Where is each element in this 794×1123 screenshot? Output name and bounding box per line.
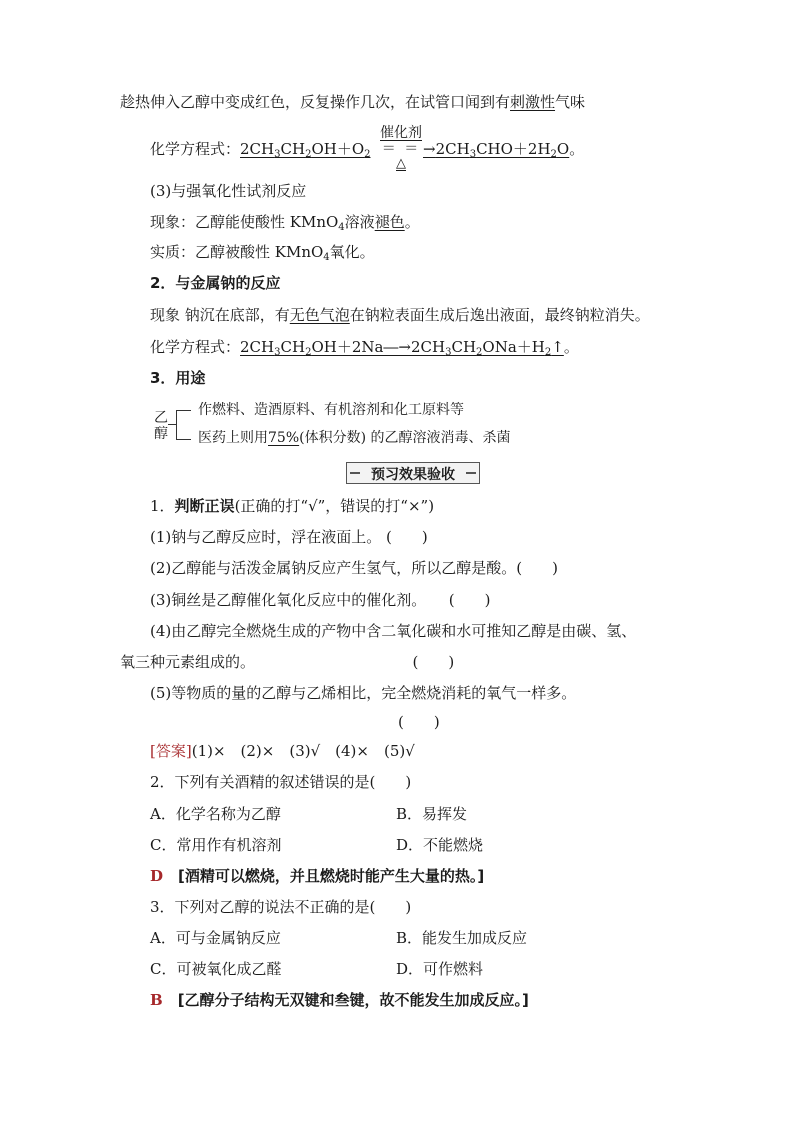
question-stem: 3．下列对乙醇的说法不正确的是( ): [150, 898, 412, 916]
text-line: 趁热伸入乙醇中变成红色，反复操作几次，在试管口闻到有刺激性气味: [120, 93, 586, 111]
list-item: ( ): [398, 713, 440, 731]
list-item: (5)等物质的量的乙醇与乙烯相比，完全燃烧消耗的氧气一样多。: [150, 684, 577, 702]
text-line: (3)与强氧化性试剂反应: [150, 182, 307, 200]
underlined-answer: 刺激性: [510, 93, 556, 111]
chemical-equation-2: 化学方程式：$2CH_3CH_2OH+2Na―\to 2CH_3CH_2ONa+H_2↑$。: [150, 338, 579, 358]
text-line: 实质：乙醇被酸性 KMnO$_4$氧化。: [150, 243, 375, 263]
list-item: (1)钠与乙醇反应时，浮在液面上。 ( ): [150, 528, 428, 546]
option-d: D．不能燃烧: [396, 836, 484, 854]
answer-line: D [酒精可以燃烧，并且燃烧时能产生大量的热。]: [150, 867, 485, 885]
underlined-answer: 无色气泡: [289, 306, 350, 324]
answer-line: [答案](1)× (2)× (3)√ (4)× (5)√: [150, 742, 415, 760]
section-heading: 3．用途: [150, 369, 206, 387]
underlined-answer: 褪色: [374, 213, 405, 231]
option-b: B．能发生加成反应: [396, 929, 528, 947]
section-banner: 预习效果验收: [346, 462, 480, 484]
option-c: C．常用作有机溶剂: [150, 836, 282, 854]
brace-label: 乙: [154, 410, 168, 426]
option-d: D．可作燃料: [396, 960, 484, 978]
use-item: 医药上则用75%(体积分数) 的乙醇溶液消毒、杀菌: [198, 430, 511, 446]
question-stem: 1．判断正误(正确的打“√”，错误的打“×”): [150, 497, 435, 515]
option-b: B．易挥发: [396, 805, 468, 823]
brace-label: 醇: [154, 426, 168, 442]
use-item: 作燃料、造酒原料、有机溶剂和化工原料等: [198, 402, 464, 418]
question-stem: 2．下列有关酒精的叙述错误的是( ): [150, 773, 412, 791]
catalyst-condition: 催化剂 ＝ ＝ △: [380, 125, 422, 171]
brace-icon: [176, 410, 191, 440]
option-a: A．化学名称为乙醇: [150, 805, 281, 823]
chemical-equation-1: 化学方程式：$2CH_3CH_2OH+O_2$: [150, 140, 371, 160]
brace-icon: [168, 424, 176, 425]
option-a: A．可与金属钠反应: [150, 929, 281, 947]
text-line: 现象：乙醇能使酸性 KMnO$_4$溶液褪色。: [150, 213, 420, 233]
answer-line: B [乙醇分子结构无双键和叁键，故不能发生加成反应。]: [150, 991, 529, 1009]
section-heading: 2．与金属钠的反应: [150, 274, 281, 292]
text-line: 现象 钠沉在底部，有无色气泡在钠粒表面生成后逸出液面，最终钠粒消失。: [150, 306, 650, 324]
list-item: (4)由乙醇完全燃烧生成的产物中含二氧化碳和水可推知乙醇是由碳、氢、: [150, 622, 637, 640]
option-c: C．可被氧化成乙醛: [150, 960, 282, 978]
list-item: (3)铜丝是乙醇催化氧化反应中的催化剂。 ( ): [150, 591, 491, 609]
list-item: 氧三种元素组成的。 ( ): [120, 653, 455, 671]
equation-rhs: $\to 2CH_3CHO+2H_2O$。: [423, 140, 585, 160]
equation-lhs: $2CH_3CH_2OH+O_2$: [240, 140, 371, 160]
list-item: (2)乙醇能与活泼金属钠反应产生氢气，所以乙醇是酸。( ): [150, 559, 558, 577]
